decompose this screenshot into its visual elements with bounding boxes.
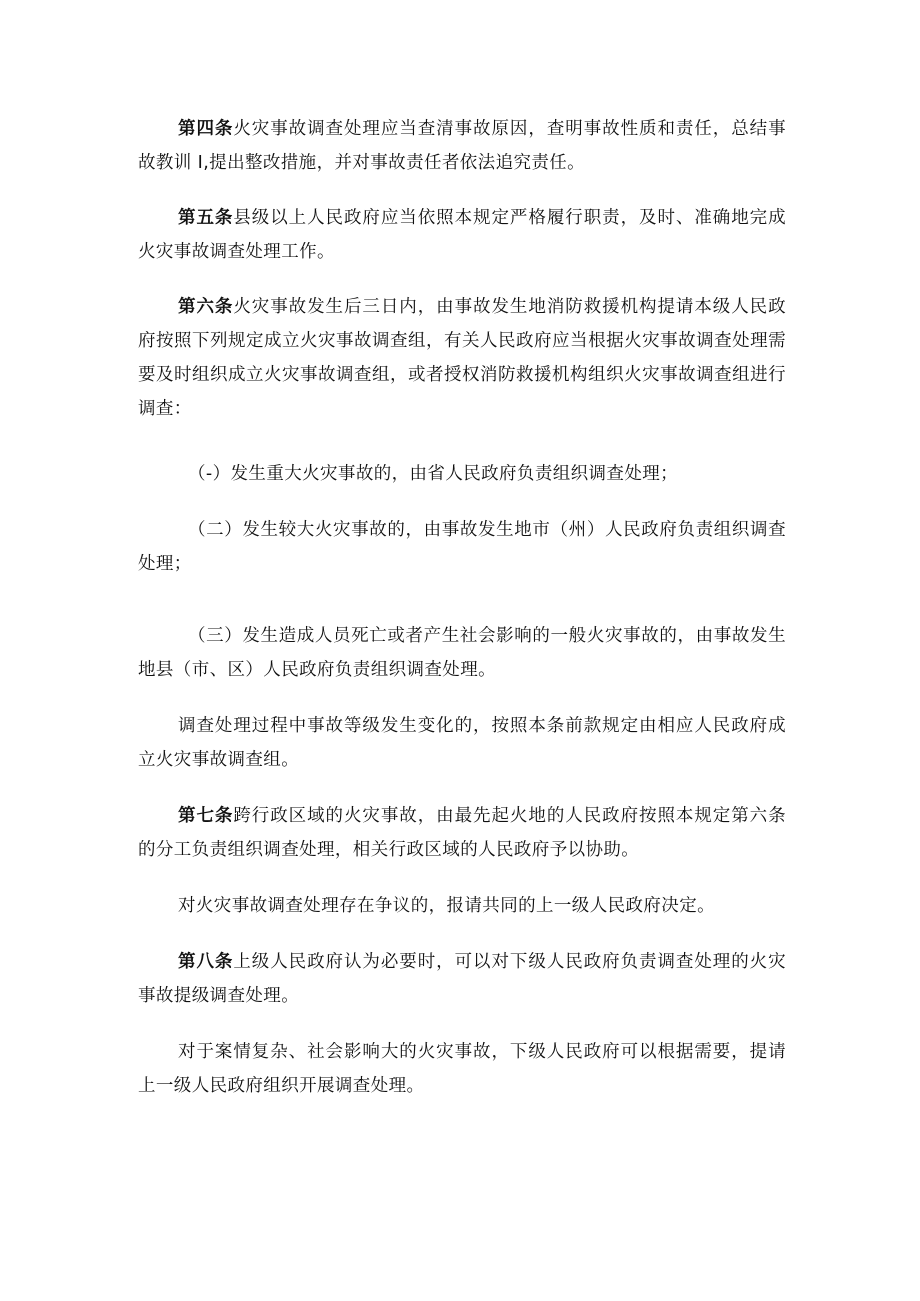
- article-4-number: 第四条: [178, 119, 234, 139]
- article-4-paragraph: [138, 112, 786, 180]
- article-8-follow-paragraph: 对于案情复杂、社会影响大的火灾事故，下级人民政府可以根据需要，提请上一级人民政府组织开展调查处理。: [138, 1042, 786, 1096]
- article-6-paragraph: [138, 290, 786, 426]
- article-5-paragraph: [138, 201, 786, 269]
- article-8-number: 第八条: [178, 952, 234, 972]
- article-6-item-1: （-）发生重大火灾事故的，由省人民政府负责组织调查处理；: [188, 464, 679, 484]
- article-6-item-3: （三）发生造成人员死亡或者产生社会影响的一般火灾事故的，由事故发生地县（市、区）人民政府负责组织调查处理。: [138, 626, 786, 680]
- article-6-number: 第六条: [178, 297, 234, 317]
- article-8-paragraph: [138, 945, 786, 1013]
- article-7-paragraph: [138, 799, 786, 867]
- article-6-item-2: （二）发生较大火灾事故的，由事故发生地市（州）人民政府负责组织调查处理；: [138, 520, 786, 574]
- article-7-follow-paragraph: 对火灾事故调查处理存在争议的，报请共同的上一级人民政府决定。: [178, 896, 715, 916]
- article-7-text: 跨行政区域的火灾事故，由最先起火地的人民政府按照本规定第六条的分工负责组织调查处理，相关行政区域的人民政府予以协助。: [138, 806, 787, 860]
- article-8-text: 上级人民政府认为必要时，可以对下级人民政府负责调查处理的火灾事故提级调查处理。: [138, 952, 787, 1006]
- article-6-text: 火灾事故发生后三日内，由事故发生地消防救援机构提请本级人民政府按照下列规定成立火灾事故调查组，有关人民政府应当根据火灾事故调查处理需要及时组织成立火灾事故调查组，或者授权消防救援机构组织火灾事故调查组进行调查：: [138, 297, 787, 419]
- article-5-text: 县级以上人民政府应当依照本规定严格履行职责，及时、准确地完成火灾事故调查处理工作。: [138, 208, 787, 262]
- article-4-text: 火灾事故调查处理应当查清事故原因，查明事故性质和责任，总结事故教训 I,提出整改措施，并对事故责任者依法追究责任。: [138, 119, 787, 173]
- article-7-number: 第七条: [178, 806, 234, 826]
- article-5-number: 第五条: [178, 208, 234, 228]
- document-page: [138, 0, 786, 1301]
- article-6-follow-paragraph: 调查处理过程中事故等级发生变化的，按照本条前款规定由相应人民政府成立火灾事故调查组。: [138, 716, 786, 770]
